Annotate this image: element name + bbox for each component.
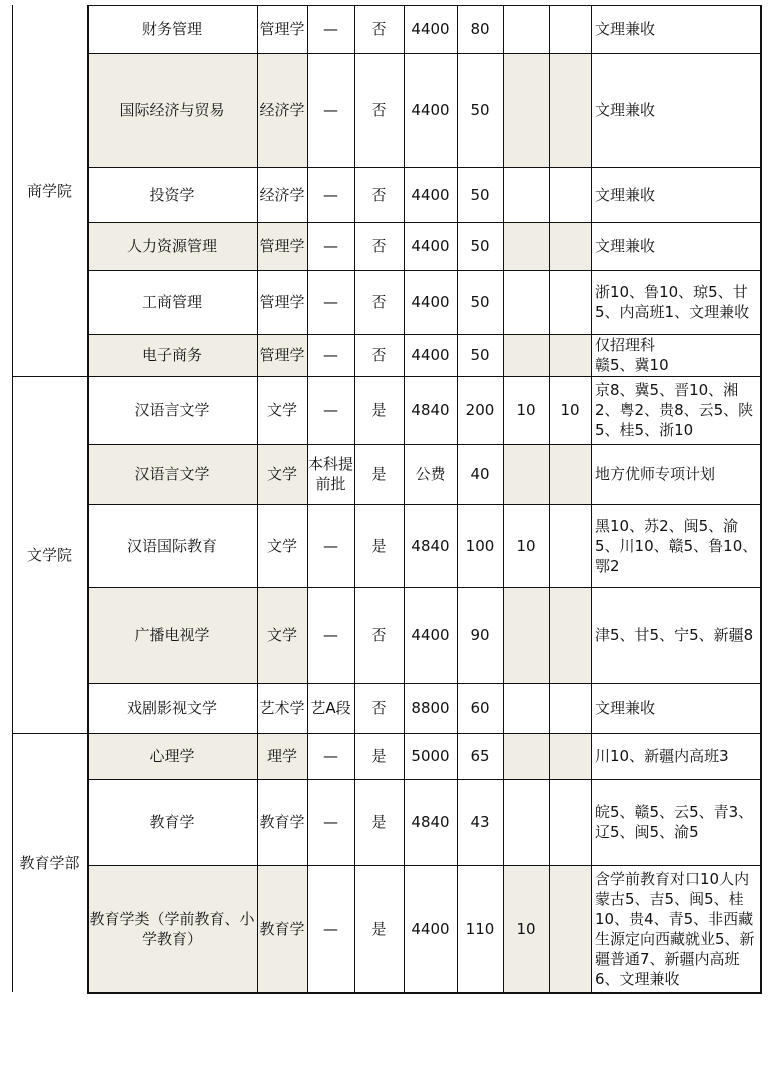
category-cell: 文学 bbox=[266, 626, 297, 644]
column-divider bbox=[760, 5, 762, 992]
fee-cell: 4400 bbox=[411, 101, 450, 119]
row-divider bbox=[87, 222, 762, 223]
teacher-cell: 是 bbox=[371, 813, 387, 831]
row-divider bbox=[87, 334, 762, 335]
column-divider bbox=[503, 5, 504, 992]
fee-cell: 4400 bbox=[411, 293, 450, 311]
major-cell: 戏剧影视文学 bbox=[126, 699, 217, 717]
row-divider bbox=[12, 733, 762, 734]
row-divider bbox=[87, 587, 762, 588]
row-divider bbox=[87, 865, 762, 866]
remark-cell: 津5、甘5、宁5、新疆8 bbox=[595, 626, 754, 644]
plan-cell: 110 bbox=[465, 919, 495, 938]
remark-cell: 含学前教育对口10人内蒙古5、吉5、闽5、桂10、贵4、青5、非西藏生源定向西藏就业5、新疆普通7、新疆内高班6、文理兼收 bbox=[595, 869, 755, 988]
remark-cell: 川10、新疆内高班3 bbox=[595, 747, 729, 765]
row-divider bbox=[87, 5, 762, 6]
plan-cell: 50 bbox=[470, 101, 490, 119]
teacher-cell: 是 bbox=[371, 919, 387, 938]
teacher-cell: 是 bbox=[371, 465, 387, 483]
row-divider bbox=[87, 167, 762, 168]
special-cell: 本科提前批 bbox=[307, 455, 353, 493]
c1-cell bbox=[503, 236, 549, 256]
category-cell: 文学 bbox=[266, 401, 297, 419]
remark-cell: 文理兼收 bbox=[595, 237, 656, 255]
category-cell: 经济学 bbox=[259, 185, 305, 204]
major-cell: 国际经济与贸易 bbox=[119, 101, 225, 119]
c2-cell bbox=[549, 345, 591, 365]
teacher-cell: 否 bbox=[371, 346, 387, 364]
fee-cell: 4400 bbox=[411, 20, 450, 38]
teacher-cell: 否 bbox=[371, 20, 387, 38]
category-cell: 教育学 bbox=[259, 919, 305, 938]
plan-cell: 50 bbox=[470, 293, 490, 311]
category-cell: 经济学 bbox=[259, 101, 305, 119]
special-cell: — bbox=[323, 919, 338, 938]
c1-cell: 10 bbox=[516, 536, 536, 555]
row-divider bbox=[87, 992, 762, 994]
teacher-cell: 否 bbox=[371, 185, 387, 204]
c2-cell: 10 bbox=[560, 401, 580, 419]
fee-cell: 公费 bbox=[415, 465, 446, 483]
c1-cell bbox=[503, 812, 549, 832]
plan-cell: 50 bbox=[470, 237, 490, 255]
plan-cell: 50 bbox=[470, 346, 490, 364]
remark-cell: 仅招理科 赣5、冀10 bbox=[595, 336, 669, 374]
plan-cell: 40 bbox=[470, 465, 490, 483]
major-cell: 广播电视学 bbox=[134, 626, 210, 644]
teacher-cell: 否 bbox=[371, 293, 387, 311]
college-name: 教育学部 bbox=[19, 853, 80, 872]
column-divider bbox=[307, 5, 308, 992]
remark-cell: 文理兼收 bbox=[595, 185, 656, 204]
plan-cell: 60 bbox=[470, 699, 490, 717]
teacher-cell: 否 bbox=[371, 101, 387, 119]
c1-cell bbox=[503, 292, 549, 312]
plan-cell: 200 bbox=[465, 401, 495, 419]
plan-cell: 90 bbox=[470, 626, 490, 644]
plan-cell: 43 bbox=[470, 813, 490, 831]
fee-cell: 4840 bbox=[411, 813, 450, 831]
major-cell: 教育学类（学前教育、小学教育） bbox=[89, 909, 255, 948]
special-cell: — bbox=[323, 536, 338, 555]
college-name: 商学院 bbox=[26, 181, 72, 200]
c1-cell bbox=[503, 698, 549, 718]
teacher-cell: 是 bbox=[371, 747, 387, 765]
c1-cell bbox=[503, 185, 549, 205]
major-cell: 投资学 bbox=[149, 185, 195, 204]
fee-cell: 5000 bbox=[411, 747, 450, 765]
teacher-cell: 否 bbox=[371, 699, 387, 717]
special-cell: — bbox=[323, 747, 338, 765]
c1-cell bbox=[503, 464, 549, 484]
fee-cell: 8800 bbox=[411, 699, 450, 717]
major-cell: 人力资源管理 bbox=[126, 237, 217, 255]
c1-cell: 10 bbox=[516, 401, 536, 419]
major-cell: 财务管理 bbox=[141, 20, 202, 38]
remark-cell: 皖5、赣5、云5、青3、辽5、闽5、渝5 bbox=[595, 803, 754, 841]
plan-cell: 65 bbox=[470, 747, 490, 765]
column-divider bbox=[354, 5, 355, 992]
c1-cell bbox=[503, 746, 549, 766]
fee-cell: 4400 bbox=[411, 346, 450, 364]
fee-cell: 4400 bbox=[411, 185, 450, 204]
plan-cell: 80 bbox=[470, 20, 490, 38]
row-divider bbox=[87, 504, 762, 505]
remark-cell: 文理兼收 bbox=[595, 699, 656, 717]
special-cell: — bbox=[323, 401, 338, 419]
c2-cell bbox=[549, 536, 591, 556]
category-cell: 管理学 bbox=[259, 20, 305, 38]
category-cell: 理学 bbox=[266, 747, 297, 765]
remark-cell: 京8、冀5、晋10、湘2、粤2、贵8、云5、陕5、桂5、浙10 bbox=[595, 381, 754, 439]
c2-cell bbox=[549, 185, 591, 205]
special-cell: — bbox=[323, 101, 338, 119]
special-cell: — bbox=[323, 185, 338, 204]
row-divider bbox=[87, 683, 762, 684]
fee-cell: 4400 bbox=[411, 919, 450, 938]
category-cell: 文学 bbox=[266, 465, 297, 483]
row-divider bbox=[87, 779, 762, 780]
column-divider bbox=[457, 5, 458, 992]
column-divider bbox=[404, 5, 405, 992]
fee-cell: 4840 bbox=[411, 536, 450, 555]
fee-cell: 4400 bbox=[411, 237, 450, 255]
plan-cell: 50 bbox=[470, 185, 490, 204]
c1-cell: 10 bbox=[516, 919, 536, 938]
category-cell: 文学 bbox=[266, 536, 297, 555]
special-cell: 艺A段 bbox=[310, 699, 351, 717]
teacher-cell: 否 bbox=[371, 626, 387, 644]
c2-cell bbox=[549, 292, 591, 312]
major-cell: 电子商务 bbox=[141, 346, 202, 364]
c1-cell bbox=[503, 625, 549, 645]
c1-cell bbox=[503, 345, 549, 365]
column-divider bbox=[549, 5, 550, 992]
column-divider bbox=[257, 5, 258, 992]
special-cell: — bbox=[323, 20, 338, 38]
c2-cell bbox=[549, 625, 591, 645]
c2-cell bbox=[549, 100, 591, 120]
major-cell: 汉语言文学 bbox=[134, 401, 210, 419]
special-cell: — bbox=[323, 346, 338, 364]
row-divider bbox=[87, 270, 762, 271]
teacher-cell: 否 bbox=[371, 237, 387, 255]
column-divider bbox=[591, 5, 592, 992]
category-cell: 管理学 bbox=[259, 346, 305, 364]
c2-cell bbox=[549, 812, 591, 832]
c2-cell bbox=[549, 698, 591, 718]
major-cell: 汉语国际教育 bbox=[126, 536, 217, 555]
fee-cell: 4840 bbox=[411, 401, 450, 419]
category-cell: 管理学 bbox=[259, 237, 305, 255]
category-cell: 教育学 bbox=[259, 813, 305, 831]
special-cell: — bbox=[323, 293, 338, 311]
special-cell: — bbox=[323, 237, 338, 255]
c2-cell bbox=[549, 464, 591, 484]
major-cell: 心理学 bbox=[149, 747, 195, 765]
teacher-cell: 是 bbox=[371, 536, 387, 555]
remark-cell: 浙10、鲁10、琼5、甘5、内高班1、文理兼收 bbox=[595, 283, 750, 321]
category-cell: 管理学 bbox=[259, 293, 305, 311]
special-cell: — bbox=[323, 813, 338, 831]
remark-cell: 黑10、苏2、闽5、渝5、川10、赣5、鲁10、鄂2 bbox=[595, 516, 758, 575]
remark-cell: 文理兼收 bbox=[595, 20, 656, 38]
category-cell: 艺术学 bbox=[259, 699, 305, 717]
special-cell: — bbox=[323, 626, 338, 644]
remark-cell: 地方优师专项计划 bbox=[595, 465, 716, 483]
c2-cell bbox=[549, 236, 591, 256]
fee-cell: 4400 bbox=[411, 626, 450, 644]
c1-cell bbox=[503, 19, 549, 39]
major-cell: 汉语言文学 bbox=[134, 465, 210, 483]
c2-cell bbox=[549, 19, 591, 39]
major-cell: 工商管理 bbox=[141, 293, 202, 311]
row-divider bbox=[87, 444, 762, 445]
college-name: 文学院 bbox=[26, 545, 72, 564]
c1-cell bbox=[503, 100, 549, 120]
major-cell: 教育学 bbox=[149, 813, 195, 831]
c2-cell bbox=[549, 746, 591, 766]
remark-cell: 文理兼收 bbox=[595, 101, 656, 119]
teacher-cell: 是 bbox=[371, 401, 387, 419]
plan-cell: 100 bbox=[465, 536, 495, 555]
row-divider bbox=[87, 53, 762, 54]
row-divider bbox=[12, 376, 762, 377]
c2-cell bbox=[549, 919, 591, 939]
column-divider bbox=[87, 5, 89, 992]
table-border-left bbox=[12, 5, 13, 992]
